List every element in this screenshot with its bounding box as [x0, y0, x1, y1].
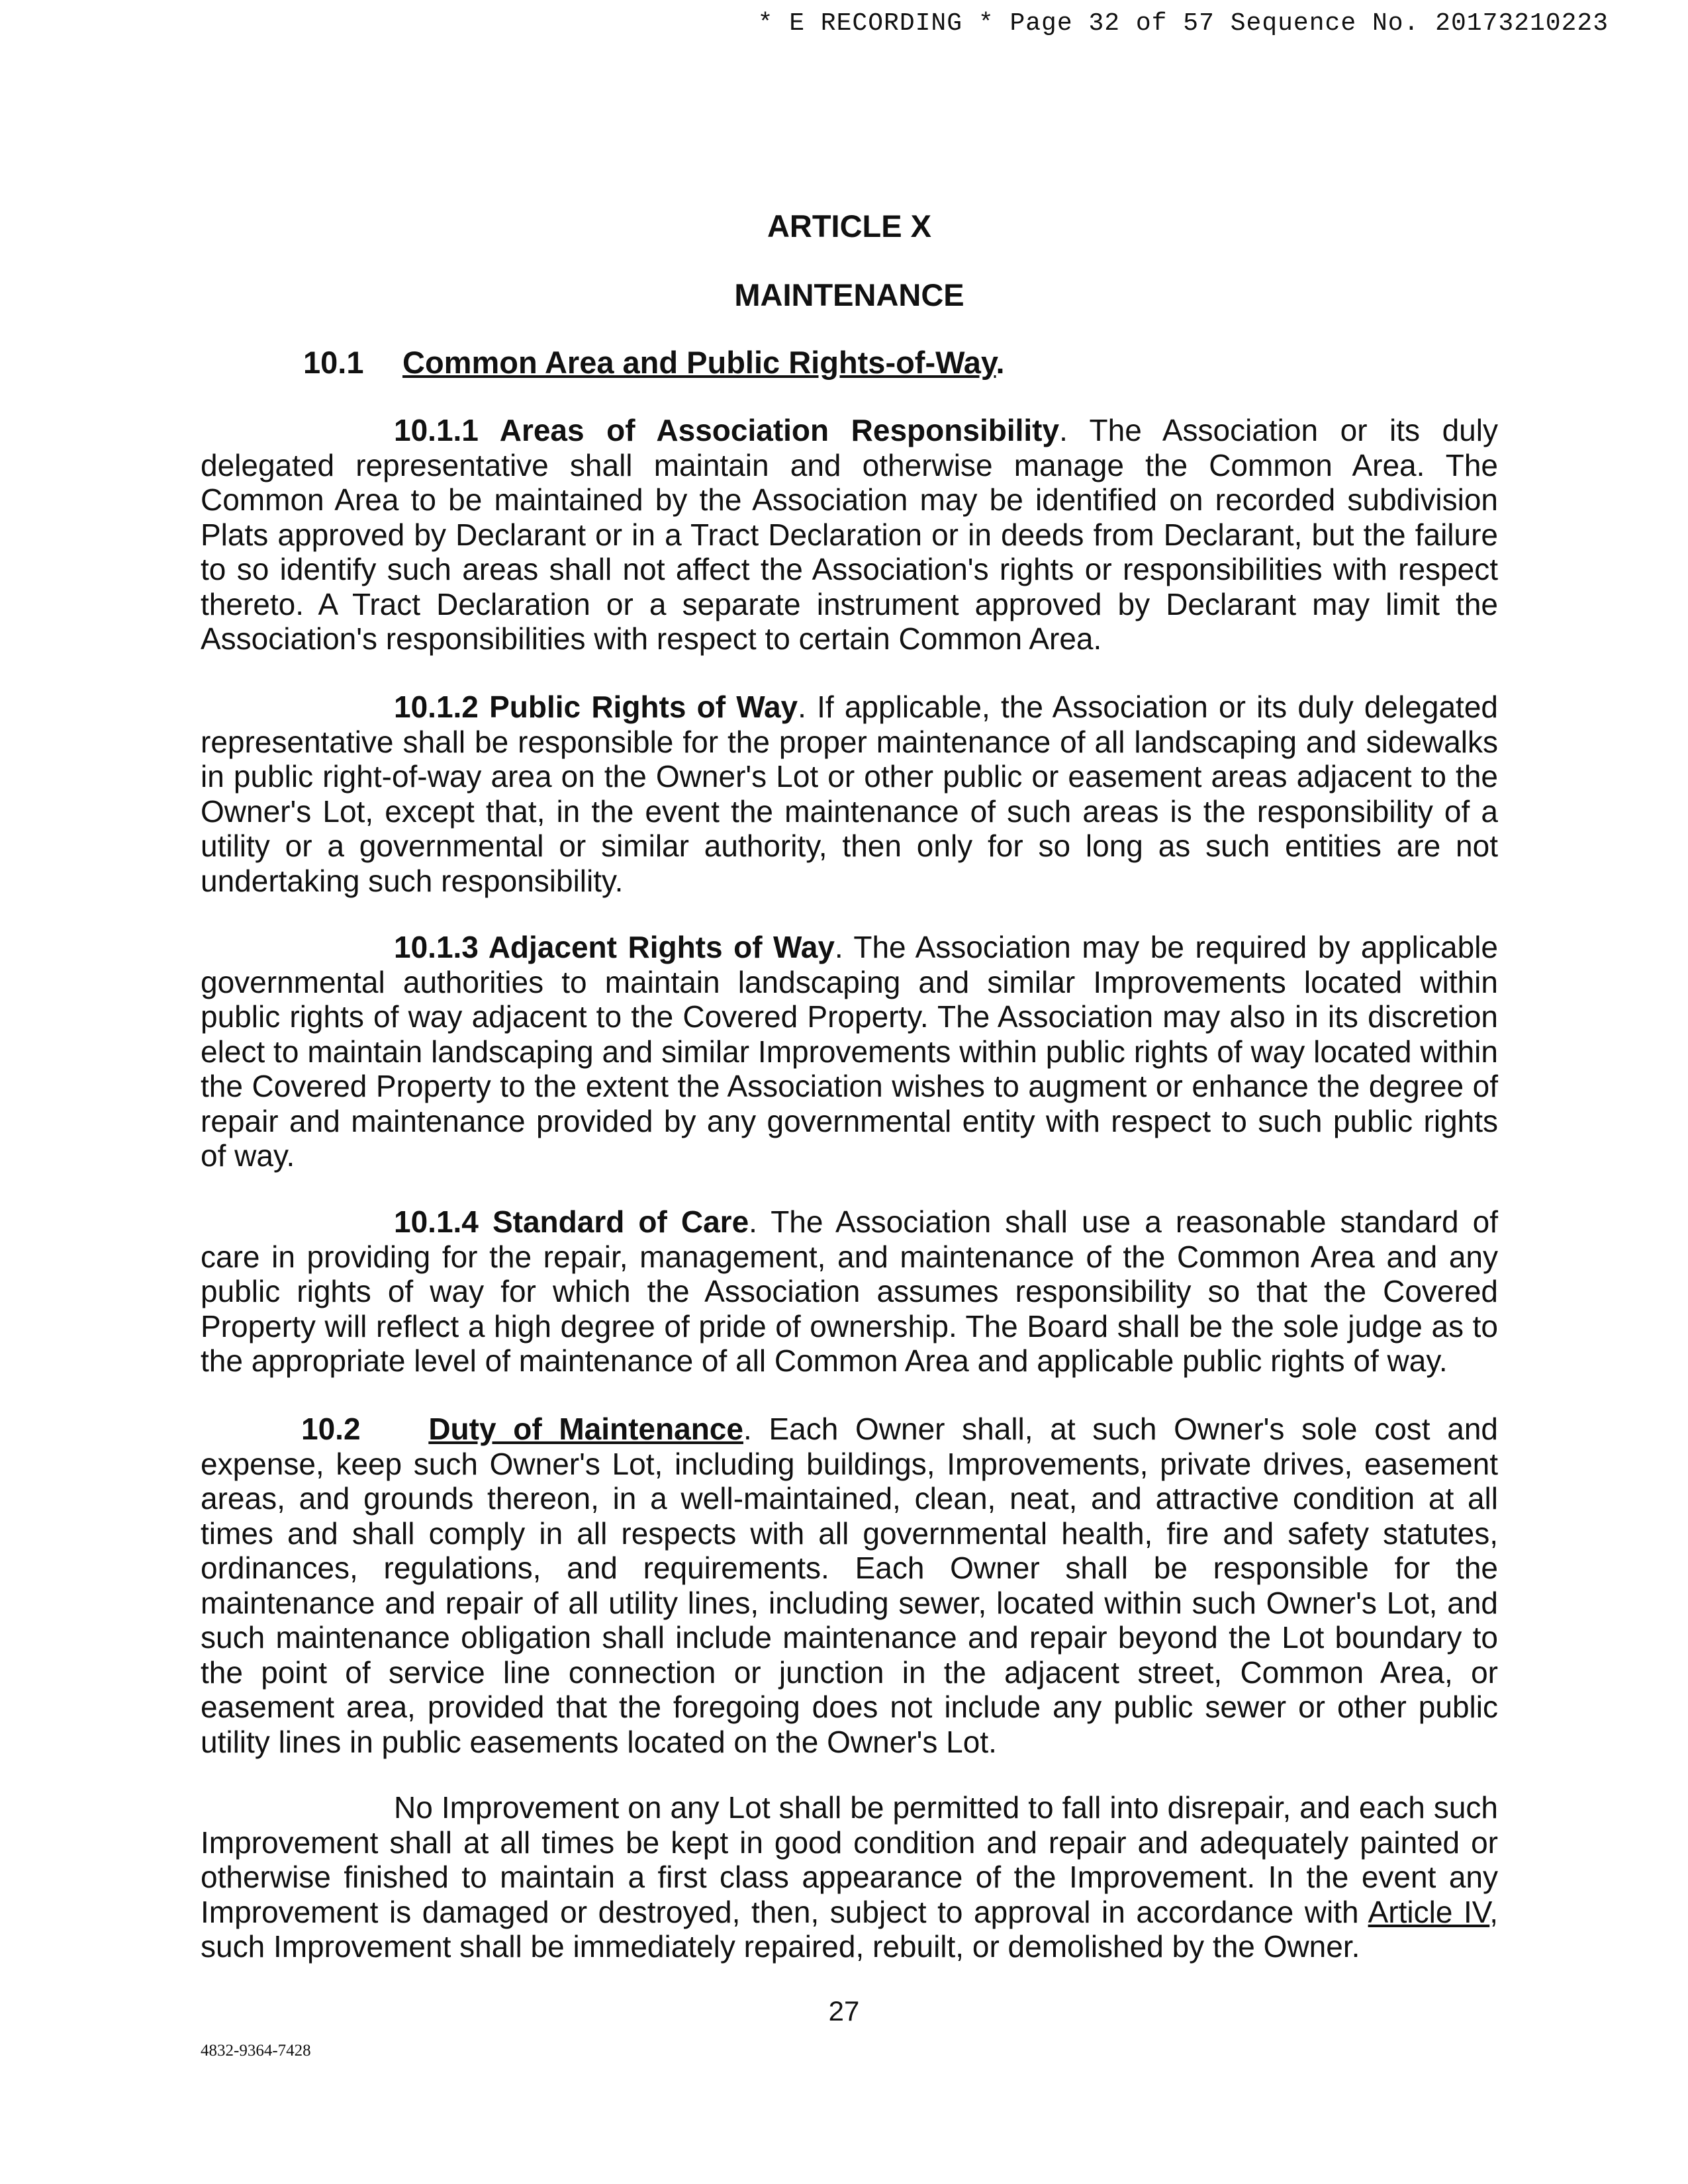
subsection-heading: 10.1.3 Adjacent Rights of Way [394, 930, 835, 964]
section-title: Duty of Maintenance [428, 1412, 743, 1446]
section-title-period: . [996, 345, 1005, 380]
paragraph-text: The Association may be required by applicable governmental authorities to maintain landscaping and similar Improvements located within public rights of way adjacent to the Covered Property. The Association may also in its discretion elect to maintain landscaping and similar Improvements within public rights of way located within the Covered Property to the extent the Association wishes to augment or enhance the degree of repair and maintenance provided by any governmental entity with respect to such public rights of way. [201, 930, 1498, 1173]
recording-header: * E RECORDING * Page 32 of 57 Sequence No. 20173210223 [757, 9, 1609, 38]
article-iv-reference: Article IV [1368, 1894, 1490, 1929]
paragraph-text: The Association shall use a reasonable standard of care in providing for the repair, management, and maintenance of the Common Area and any public rights of way for which the Association assumes responsibility so that the Covered Property will reflect a high degree of pride of ownership. The Board shall be the sole judge as to the appropriate level of maintenance of all Common Area and applicable public rights of way. [201, 1205, 1498, 1378]
section-title: Common Area and Public Rights-of-Way [402, 345, 996, 380]
paragraph-10-1-1: 10.1.1 Areas of Association Responsibility. The Association or its duly delegated representative shall maintain and otherwise manage the Common Area. The Common Area to be maintained by the Association may be identified on recorded subdivision Plats approved by Declarant or in a Tract Declaration or in deeds from Declarant, but the failure to so identify such areas shall not affect the Association's rights or responsibilities with respect thereto. A Tract Declaration or a separate instrument approved by Declarant may limit the Association's responsibilities with respect to certain Common Area. [201, 413, 1498, 656]
paragraph-text: If applicable, the Association or its duly delegated representative shall be responsible for the proper maintenance of all landscaping and sidewalks in public right-of-way area on the Owner's Lot or other public or easement areas adjacent to the Owner's Lot, except that, in the event the maintenance of such areas is the responsibility of a utility or a governmental or similar authority, then only for so long as such entities are not undertaking such responsibility. [201, 690, 1498, 898]
article-title: MAINTENANCE [734, 277, 964, 312]
paragraph-10-1-3: 10.1.3 Adjacent Rights of Way. The Association may be required by applicable governmental authorities to maintain landscaping and similar Improvements located within public rights of way adjacent to the Covered Property. The Association may also in its discretion elect to maintain landscaping and similar Improvements within public rights of way located within the Covered Property to the extent the Association wishes to augment or enhance the degree of repair and maintenance provided by any governmental entity with respect to such public rights of way. [201, 930, 1498, 1173]
subsection-heading: 10.1.4 Standard of Care [394, 1205, 749, 1239]
subsection-heading: 10.1.1 Areas of Association Responsibility [394, 413, 1060, 447]
paragraph-text: Each Owner shall, at such Owner's sole cost and expense, keep such Owner's Lot, including buildings, Improvements, private drives, easement areas, and grounds thereon, in a well-maintained, clean, neat, and attractive condition at all times and shall comply in all respects with all governmental health, fire and safety statutes, ordinances, regulations, and requirements. Each Owner shall be responsible for the maintenance and repair of all utility lines, including sewer, located within such Owner's Lot, and such maintenance obligation shall include maintenance and repair beyond the Lot boundary to the point of service line connection or junction in the adjacent street, Common Area, or easement area, provided that the foregoing does not include any public sewer or other public utility lines in public easements located on the Owner's Lot. [201, 1412, 1498, 1759]
page-number: 27 [828, 1995, 860, 2026]
paragraph-text: No Improvement on any Lot shall be permitted to fall into disrepair, and each such Improvement shall at all times be kept in good condition and repair and adequately painted or otherwise finished to maintain a first class appearance of the Improvement. In the event any Improvement is damaged or destroyed, then, subject to approval in accordance with [201, 1790, 1498, 1929]
section-number: 10.1 [303, 345, 364, 380]
paragraph-10-1-4: 10.1.4 Standard of Care. The Association shall use a reasonable standard of care in providing for the repair, management, and maintenance of the Common Area and any public rights of way for which the Association assumes responsibility so that the Covered Property will reflect a high degree of pride of ownership. The Board shall be the sole judge as to the appropriate level of maintenance of all Common Area and applicable public rights of way. [201, 1205, 1498, 1378]
section-number: 10.2 [301, 1412, 361, 1446]
paragraph-10-1-2: 10.1.2 Public Rights of Way. If applicable, the Association or its duly delegated representative shall be responsible for the proper maintenance of all landscaping and sidewalks in public right-of-way area on the Owner's Lot or other public or easement areas adjacent to the Owner's Lot, except that, in the event the maintenance of such areas is the responsibility of a utility or a governmental or similar authority, then only for so long as such entities are not undertaking such responsibility. [201, 690, 1498, 898]
paragraph-improvements: No Improvement on any Lot shall be permitted to fall into disrepair, and each such Improvement shall at all times be kept in good condition and repair and adequately painted or otherwise finished to maintain a first class appearance of the Improvement. In the event any Improvement is damaged or destroyed, then, subject to approval in accordance with Article IV, such Improvement shall be immediately repaired, rebuilt, or demolished by the Owner. [201, 1790, 1498, 1964]
section-10-1-heading [303, 345, 1005, 381]
article-number: ARTICLE X [767, 208, 932, 244]
paragraph-text: The Association or its duly delegated representative shall maintain and otherwise manage the Common Area. The Common Area to be maintained by the Association may be identified on recorded subdivision Plats approved by Declarant or in a Tract Declaration or in deeds from Declarant, but the failure to so identify such areas shall not affect the Association's rights or responsibilities with respect thereto. A Tract Declaration or a separate instrument approved by Declarant may limit the Association's responsibilities with respect to certain Common Area. [201, 413, 1498, 656]
subsection-heading: 10.1.2 Public Rights of Way [394, 690, 798, 724]
paragraph-10-2: 10.2 Duty of Maintenance. Each Owner shall, at such Owner's sole cost and expense, keep such Owner's Lot, including buildings, Improvements, private drives, easement areas, and grounds thereon, in a well-maintained, clean, neat, and attractive condition at all times and shall comply in all respects with all governmental health, fire and safety statutes, ordinances, regulations, and requirements. Each Owner shall be responsible for the maintenance and repair of all utility lines, including sewer, located within such Owner's Lot, and such maintenance obligation shall include maintenance and repair beyond the Lot boundary to the point of service line connection or junction in the adjacent street, Common Area, or easement area, provided that the foregoing does not include any public sewer or other public utility lines in public easements located on the Owner's Lot. [201, 1412, 1498, 1759]
document-id: 4832-9364-7428 [201, 2042, 311, 2060]
